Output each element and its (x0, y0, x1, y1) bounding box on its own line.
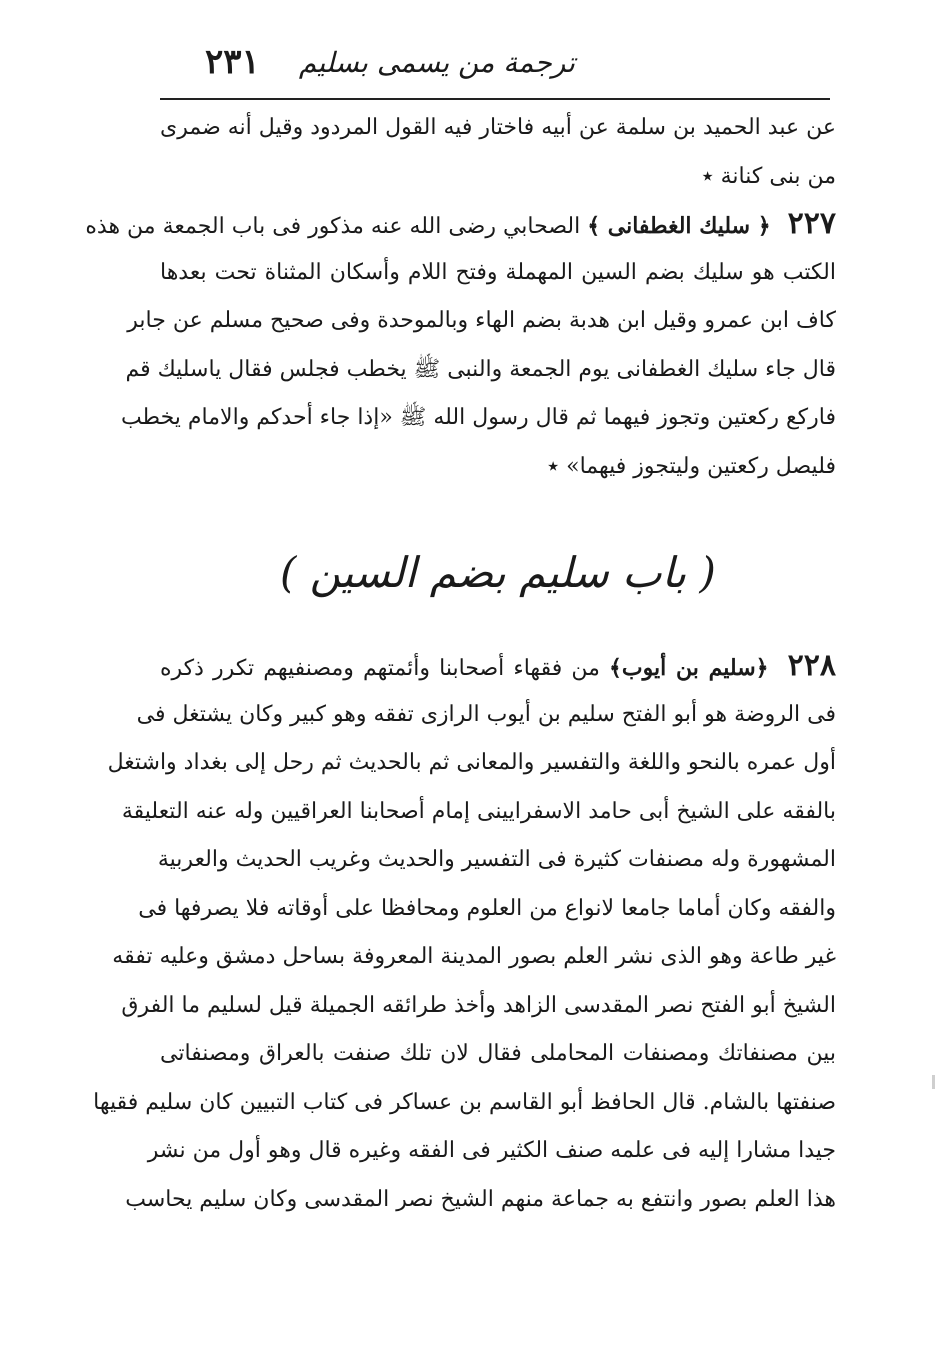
page-number: ٢٣١ (205, 42, 260, 82)
entry-228 (93, 642, 836, 1224)
section-heading: ( باب سليم بضم السين ) (280, 548, 716, 597)
text-line: هذا العلم بصور وانتفع به جماعة منهم الشيخ نصر المقدسى وكان سليم يحاسب (125, 1186, 836, 1212)
text-line: قال جاء سليك الغطفانى يوم الجمعة والنبى ﷺ يخطب فجلس فقال ياسليك قم (125, 356, 836, 382)
text-line: جيدا مشارا إليه فى علمه صنف الكثير فى الفقه وغيره قال وهو أول من نشر (147, 1138, 836, 1163)
text-line: صنفتها بالشام. قال الحافظ أبو القاسم بن عساكر فى كتاب التبيين كان سليم فقيها (93, 1089, 836, 1115)
text-line (160, 642, 836, 691)
text-line: الكتب هو سليك بضم السين المهملة وفتح اللام وأسكان المثناة تحت بعدها (160, 259, 836, 285)
text-line: بين مصنفاتك ومصنفات المحاملى فقال لان تلك صنفت بالعراق ومصنفاتى (160, 1041, 836, 1066)
running-title: ترجمة من يسمى بسليم (298, 46, 575, 79)
text-line: فاركع ركعتين وتجوز فيهما ثم قال رسول الله ﷺ «إذا جاء أحدكم والامام يخطب (120, 405, 836, 430)
entry-name: ﴿سليم بن أيوب﴾ (609, 655, 769, 681)
entry-number: ٢٢٧ (787, 206, 836, 241)
header-divider (160, 98, 830, 100)
text-line (85, 200, 836, 249)
text-line: والفقه وكان أماما جامعا لانواع من العلوم ومحافظا على أوقاته فلا يصرفها فى (138, 895, 836, 921)
text-line: فليصل ركعتين وليتجوز فيهما» ٭ (547, 453, 836, 479)
entry-name: ﴿ سليك الغطفانى ﴾ (587, 213, 771, 239)
text-line: فى الروضة هو أبو الفتح سليم بن أيوب الرازى تفقه وهو كبير وكان يشتغل فى (136, 701, 836, 727)
entry-text: الصحابي رضى الله عنه مذكور فى باب الجمعة من هذه (85, 214, 581, 239)
text-line: الشيخ أبو الفتح نصر المقدسى الزاهد وأخذ طرائقه الجميلة قيل لسليم ما الفرق (121, 992, 836, 1018)
text-line: من بنى كنانة ٭ (701, 163, 836, 189)
text-line: عن عبد الحميد بن سلمة عن أبيه فاختار فيه القول المردود وقيل أنه ضمرى (160, 115, 836, 140)
text-line: أول عمره بالنحو واللغة والتفسير والمعانى ثم بالحديث ثم رحل إلى بغداد واشتغل (107, 750, 836, 775)
scan-edge-mark (932, 1075, 935, 1089)
text-line: غير طاعة وهو الذى نشر العلم بصور المدينة المعروفة بساحل دمشق وعليه تفقه (112, 944, 836, 969)
continuation-paragraph (160, 104, 836, 201)
entry-text: من فقهاء أصحابنا وأئمتهم ومصنفيهم تكرر ذكره (160, 656, 600, 681)
entry-number: ٢٢٨ (787, 648, 836, 683)
entry-227 (85, 200, 836, 491)
text-line: بالفقه على الشيخ أبى حامد الاسفرايينى إمام أصحابنا العراقيين وله عنه التعليقة (121, 798, 836, 824)
text-line: المشهورة وله مصنفات كثيرة فى التفسير والحديث وغريب الحديث والعربية (157, 847, 836, 872)
text-line: كاف ابن عمرو وقيل ابن هدبة بضم الهاء وبالموحدة وفى صحيح مسلم عن جابر (127, 308, 836, 333)
page-header (160, 40, 830, 98)
